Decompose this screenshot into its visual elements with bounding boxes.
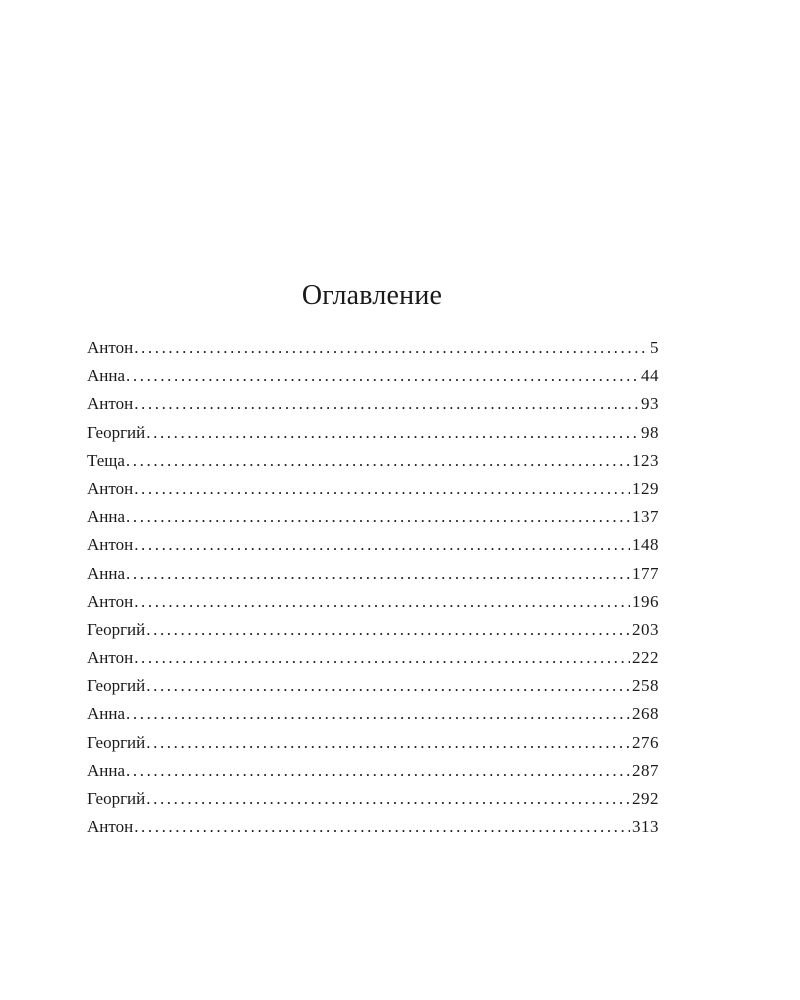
toc-entry [87, 588, 659, 616]
toc-entry-name: Антон [87, 478, 134, 498]
toc-entry-page: 177 [632, 563, 659, 583]
toc-entry [87, 644, 659, 672]
toc-entry-page: 93 [641, 394, 659, 414]
toc-dot-leader [134, 334, 648, 362]
toc-entry-name: Анна [87, 563, 126, 583]
toc-entry-page: 287 [632, 760, 659, 780]
toc-entry-name: Антон [87, 817, 134, 837]
toc-entry [87, 419, 659, 447]
toc-entry-page: 276 [632, 732, 659, 752]
toc-dot-leader [126, 700, 630, 728]
toc-dot-leader [134, 644, 630, 672]
toc-entry [87, 503, 659, 531]
toc-dot-leader [126, 447, 630, 475]
toc-entry-page: 129 [632, 478, 659, 498]
toc-dot-leader [146, 419, 639, 447]
toc-entry-page: 137 [632, 507, 659, 527]
toc-entry-name: Антон [87, 591, 134, 611]
toc-entry-name: Антон [87, 535, 134, 555]
toc-entry-page: 258 [632, 676, 659, 696]
toc-entry [87, 362, 659, 390]
toc-entry [87, 447, 659, 475]
toc-entry [87, 757, 659, 785]
toc-entry-page: 268 [632, 704, 659, 724]
toc-entry [87, 672, 659, 700]
toc-dot-leader [126, 757, 630, 785]
toc-entry-name: Георгий [87, 676, 146, 696]
toc-entry-page: 148 [632, 535, 659, 555]
toc-entry-name: Анна [87, 760, 126, 780]
toc-entry-name: Антон [87, 648, 134, 668]
toc-entry-name: Анна [87, 366, 126, 386]
toc-entry [87, 390, 659, 418]
toc-entry [87, 785, 659, 813]
toc-list [87, 334, 659, 841]
toc-dot-leader [146, 785, 630, 813]
toc-entry [87, 475, 659, 503]
toc-entry-page: 5 [650, 338, 659, 357]
toc-entry [87, 813, 659, 841]
toc-entry-name: Антон [87, 338, 134, 357]
toc-dot-leader [146, 616, 630, 644]
toc-dot-leader [134, 531, 630, 559]
toc-entry-name: Антон [87, 394, 134, 414]
toc-dot-leader [134, 390, 639, 418]
toc-entry [87, 531, 659, 559]
toc-dot-leader [134, 813, 630, 841]
toc-entry-name: Теща [87, 450, 125, 470]
toc-entry-page: 44 [641, 366, 659, 386]
toc-entry [87, 560, 659, 588]
toc-entry-name: Георгий [87, 732, 146, 752]
toc-title: Оглавление [301, 280, 443, 311]
toc-entry [87, 616, 659, 644]
toc-entry-name: Георгий [87, 789, 146, 808]
toc-entry-page: 313 [632, 817, 659, 837]
toc-entry-page: 196 [632, 591, 659, 611]
toc-entry-name: Георгий [87, 422, 146, 442]
toc-entry-page: 222 [632, 648, 659, 668]
toc-entry-page: 123 [632, 450, 659, 470]
toc-entry-name: Георгий [87, 619, 146, 639]
toc-entry [87, 700, 659, 728]
toc-dot-leader [126, 362, 639, 390]
toc-entry [87, 334, 659, 362]
toc-entry-name: Анна [87, 507, 126, 527]
toc-dot-leader [146, 729, 630, 757]
toc-entry-page: 203 [632, 619, 659, 639]
toc-entry-page: 98 [641, 422, 659, 442]
toc-entry-page: 292 [632, 789, 659, 808]
toc-dot-leader [126, 503, 630, 531]
toc-dot-leader [126, 560, 630, 588]
toc-dot-leader [134, 588, 630, 616]
toc-entry [87, 729, 659, 757]
toc-entry-name: Анна [87, 704, 126, 724]
toc-dot-leader [134, 475, 630, 503]
toc-dot-leader [146, 672, 630, 700]
